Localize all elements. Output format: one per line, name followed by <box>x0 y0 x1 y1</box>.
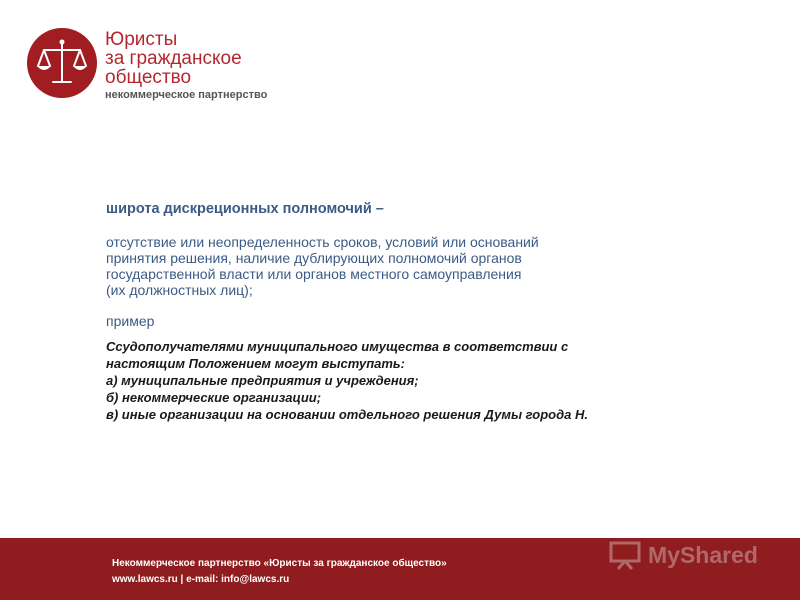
slide-content <box>106 200 746 423</box>
org-name-line3: общество <box>105 67 192 88</box>
example-line: в) иные организации на основании отдельного решения Думы города Н. <box>106 407 588 422</box>
org-name-line1: Юристы <box>105 29 178 50</box>
definition-line: государственной власти или органов местного самоуправления <box>106 266 522 282</box>
org-name-line2: за гражданское <box>105 48 242 69</box>
example-label: пример <box>106 313 155 329</box>
watermark-text: MyShared <box>648 542 758 568</box>
footer-contact-line: www.lawcs.ru | e-mail: info@lawcs.ru <box>112 574 290 585</box>
footer-org-line: Некоммерческое партнерство «Юристы за гражданское общество» <box>112 558 447 569</box>
presentation-icon <box>608 540 642 570</box>
term-heading: широта дискреционных полномочий – <box>106 201 384 217</box>
definition-line: отсутствие или неопределенность сроков, условий или оснований <box>106 234 539 250</box>
org-subtitle: некоммерческое партнерство <box>105 89 268 101</box>
footer-text <box>112 556 447 588</box>
org-brand <box>105 30 267 102</box>
watermark <box>608 540 778 574</box>
scales-icon <box>27 28 97 98</box>
example-line: настоящим Положением могут выступать: <box>106 356 405 371</box>
definition-line: принятия решения, наличие дублирующих полномочий органов <box>106 250 522 266</box>
logo-circle <box>27 28 97 98</box>
example-text <box>106 338 746 423</box>
example-line: Ссудополучателями муниципального имущества в соответствии с <box>106 339 569 354</box>
definition-line: (их должностных лиц); <box>106 282 253 298</box>
example-line: б) некоммерческие организации; <box>106 390 322 405</box>
example-line: а) муниципальные предприятия и учреждения; <box>106 373 419 388</box>
definition-text <box>106 234 746 298</box>
